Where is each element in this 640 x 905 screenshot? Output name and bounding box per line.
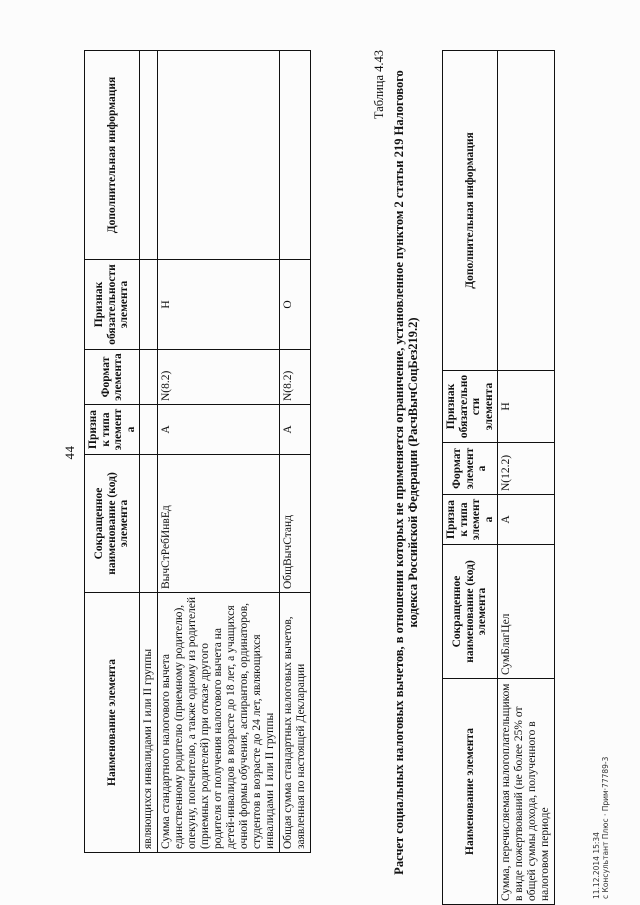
cell-name: Общая сумма стандартных налоговых вычетов, заявленная по настоящей Декларации — [280, 593, 311, 853]
header-name: Наименование элемента — [85, 593, 140, 853]
header-required: Признак обязательности элемента — [85, 260, 140, 350]
cell-additional — [158, 51, 280, 260]
table-row — [140, 51, 158, 853]
table-row — [498, 51, 555, 905]
social-deductions-table — [442, 50, 555, 905]
header-type: Признак типа элемента — [85, 405, 140, 455]
table-header-row — [443, 51, 498, 905]
cell-format — [140, 350, 158, 405]
cell-required — [140, 260, 158, 350]
cell-additional — [280, 51, 311, 260]
cell-additional — [140, 51, 158, 260]
header-type: Признак типа элемента — [443, 495, 498, 545]
print-stamp — [593, 757, 610, 899]
table-row — [158, 51, 280, 853]
cell-name: являющихся инвалидами I или II группы — [140, 593, 158, 853]
cell-short-name — [140, 455, 158, 593]
stamp-line-2: с Консультант Плюс · Прим·77789-3 — [600, 756, 610, 899]
header-short-name: Сокращенное наименование (код) элемента — [85, 455, 140, 593]
cell-format: N(12.2) — [498, 443, 555, 495]
cell-additional — [498, 51, 555, 371]
cell-short-name: ВычСтРебИнвЕд — [158, 455, 280, 593]
table-row — [280, 51, 311, 853]
page-number: 44 — [62, 445, 77, 460]
cell-short-name: ОбщВычСтанд — [280, 455, 311, 593]
cell-required: О — [280, 260, 311, 350]
header-additional: Дополнительная информация — [85, 51, 140, 260]
cell-type: А — [280, 405, 311, 455]
cell-required: Н — [158, 260, 280, 350]
table-caption-number: Таблица 4.43 — [372, 50, 386, 120]
header-short-name: Сокращенное наименование (код) элемента — [443, 545, 498, 679]
cell-format: N(8.2) — [280, 350, 311, 405]
cell-type — [140, 405, 158, 455]
table-header-row — [85, 51, 140, 853]
cell-type: А — [158, 405, 280, 455]
stamp-line-1: 11.12.2014 15:34 — [592, 832, 601, 899]
header-additional: Дополнительная информация — [443, 51, 498, 371]
cell-required: Н — [498, 371, 555, 443]
cell-short-name: СумБлагЦел — [498, 545, 555, 679]
cell-format: N(8.2) — [158, 350, 280, 405]
elements-table-continued — [84, 50, 311, 853]
header-required: Признак обязательности элемента — [443, 371, 498, 443]
section-title: Расчет социальных налоговых вычетов, в отношении которых не применяется ограничение, установленное пунктом 2 статьи 219 Налогового кодекса Российской Федерации (РасчВычСоцБез219.2) — [392, 70, 420, 875]
cell-type: А — [498, 495, 555, 545]
header-format: Формат элемента — [443, 443, 498, 495]
cell-name: Сумма, перечисляемая налогоплательщиком в виде пожертвований (не более 25% от общей суммы дохода, полученного в налоговом периоде — [498, 679, 555, 905]
cell-name: Сумма стандартного налогового вычета единственному родителю (приемному родителю), опекуну, попечителю, а также одному из родителей (приемных родителей) при отказе другого родителя от получения налогового вычета на детей-инвалидов в возрасте до 18 лет, а учащихся очной формы обучения, аспирантов, ординаторов, студентов в возрасте до 24 лет, являющихся инвалидами I или II группы — [158, 593, 280, 853]
header-name: Наименование элемента — [443, 679, 498, 905]
header-format: Формат элемента — [85, 350, 140, 405]
